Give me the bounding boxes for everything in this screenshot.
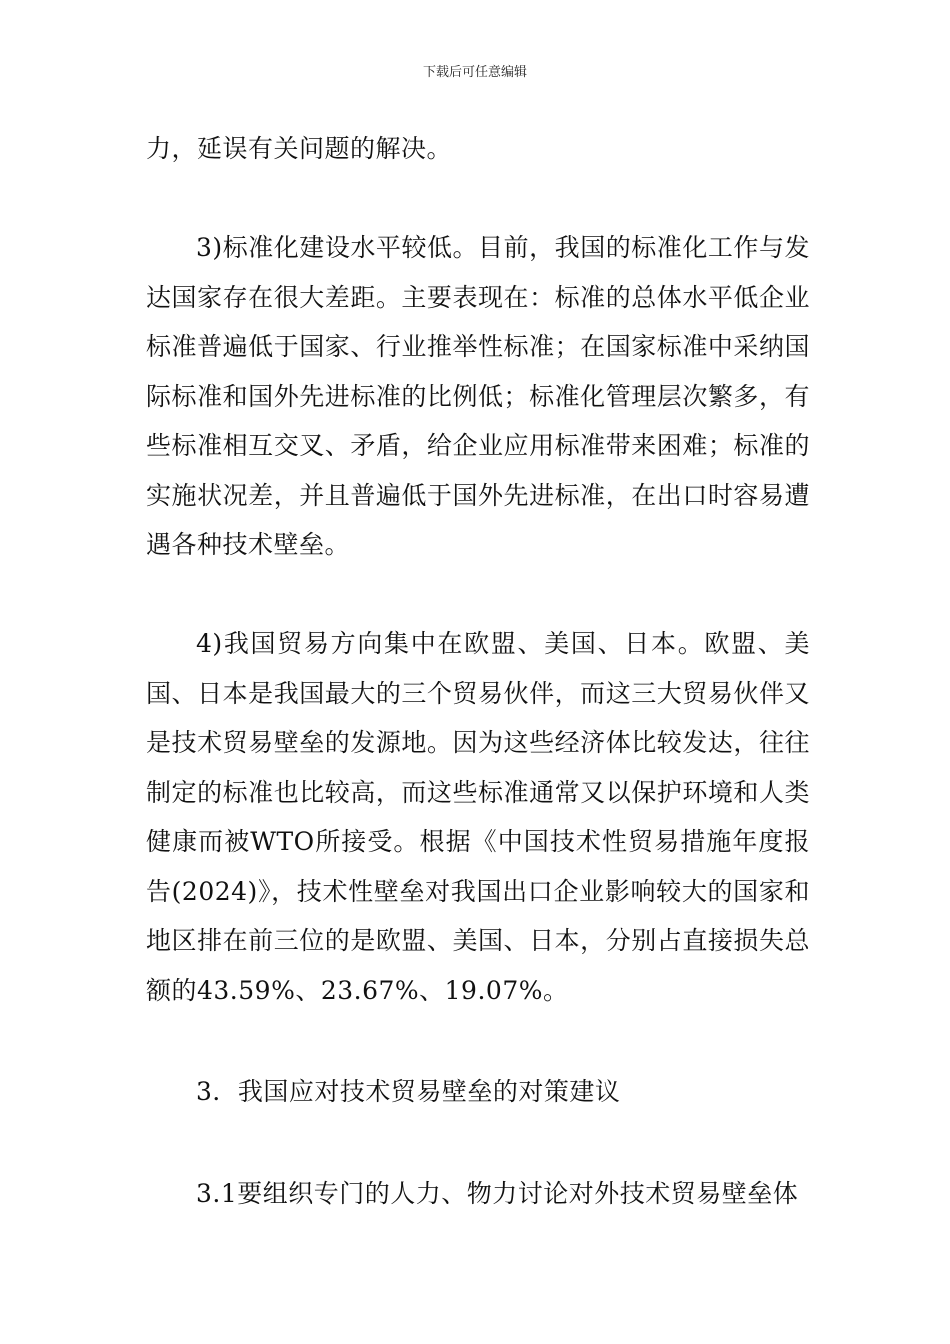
paragraph-trade-direction: 4)我国贸易方向集中在欧盟、美国、日本。欧盟、美国、日本是我国最大的三个贸易伙伴，而这三大贸易伙伴又是技术贸易壁垒的发源地。因为这些经济体比较发达，往往制定的标准也比较高，而这些标准通常又以保护环境和人类健康而被WTO所接受。根据《中国技术性贸易措施年度报告(2024)》，技术性壁垒对我国出口企业影响较大的国家和地区排在前三位的是欧盟、美国、日本，分别占直接损失总额的43.59%、23.67%、19.07%。 (146, 629, 810, 1005)
document-body (146, 124, 810, 1218)
section-heading-countermeasures: 3．我国应对技术贸易壁垒的对策建议 (196, 1077, 621, 1106)
subsection-3-1: 3.1要组织专门的人力、物力讨论对外技术贸易壁垒体 (196, 1178, 799, 1208)
paragraph-continuation: 力，延误有关问题的解决。 (146, 134, 453, 163)
page-header: 下载后可任意编辑 (422, 65, 527, 80)
paragraph-standardization: 3)标准化建设水平较低。目前，我国的标准化工作与发达国家存在很大差距。主要表现在：标准的总体水平低企业标准普遍低于国家、行业推举性标准；在国家标准中采纳国际标准和国外先进标准的比例低；标准化管理层次繁多，有些标准相互交叉、矛盾，给企业应用标准带来困难；标准的实施状况差，并且普遍低于国外先进标准，在出口时容易遭遇各种技术壁垒。 (146, 233, 810, 559)
